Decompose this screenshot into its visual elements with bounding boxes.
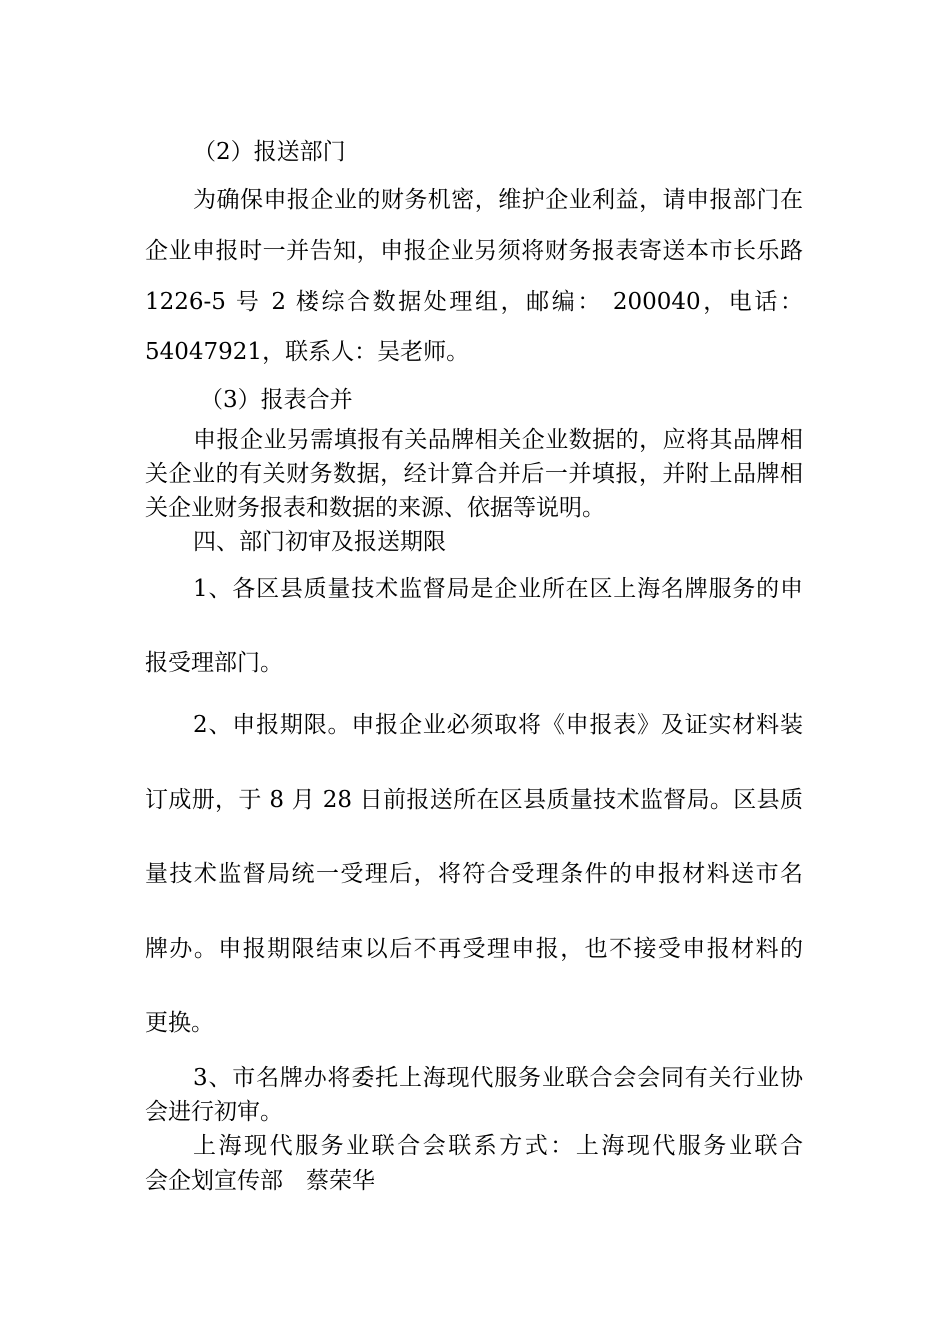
- paragraph-line: 会进行初审。: [145, 1099, 283, 1125]
- paragraph-line: 3、市名牌办将委托上海现代服务业联合会会同有关行业协: [193, 1065, 803, 1091]
- paragraph-line: 为确保申报企业的财务机密，维护企业利益，请申报部门在: [193, 187, 803, 213]
- paragraph-line: 2、申报期限。申报企业必须取将《申报表》及证实材料装: [193, 712, 803, 738]
- paragraph-line: 1226-5 号 2 楼综合数据处理组，邮编： 200040，电话：: [145, 289, 803, 315]
- paragraph-line: 1、各区县质量技术监督局是企业所在区上海名牌服务的申: [193, 576, 803, 602]
- heading-baobiao-hebing: （3）报表合并: [200, 387, 353, 413]
- paragraph-line: 量技术监督局统一受理后，将符合受理条件的申报材料送市名: [145, 861, 803, 887]
- paragraph-line: 牌办。申报期限结束以后不再受理申报，也不接受申报材料的: [145, 936, 803, 962]
- section-heading-4: 四、部门初审及报送期限: [193, 529, 446, 555]
- paragraph-line: 关企业财务报表和数据的来源、依据等说明。: [145, 495, 605, 521]
- paragraph-line: 订成册，于 8 月 28 日前报送所在区县质量技术监督局。区县质: [145, 787, 803, 813]
- paragraph-line: 54047921，联系人：吴老师。: [145, 339, 470, 365]
- paragraph-line: 更换。: [145, 1010, 214, 1036]
- contact-line: 会企划宣传部 蔡荣华: [145, 1168, 375, 1194]
- paragraph-line: 报受理部门。: [145, 650, 283, 676]
- paragraph-line: 企业申报时一并告知，申报企业另须将财务报表寄送本市长乐路: [145, 238, 803, 264]
- paragraph-line: 关企业的有关财务数据，经计算合并后一并填报，并附上品牌相: [145, 461, 803, 487]
- paragraph-line: 申报企业另需填报有关品牌相关企业数据的，应将其品牌相: [193, 427, 803, 453]
- paragraph-line: 上海现代服务业联合会联系方式：上海现代服务业联合: [193, 1133, 803, 1159]
- heading-baosong-bumen: （2）报送部门: [193, 139, 346, 165]
